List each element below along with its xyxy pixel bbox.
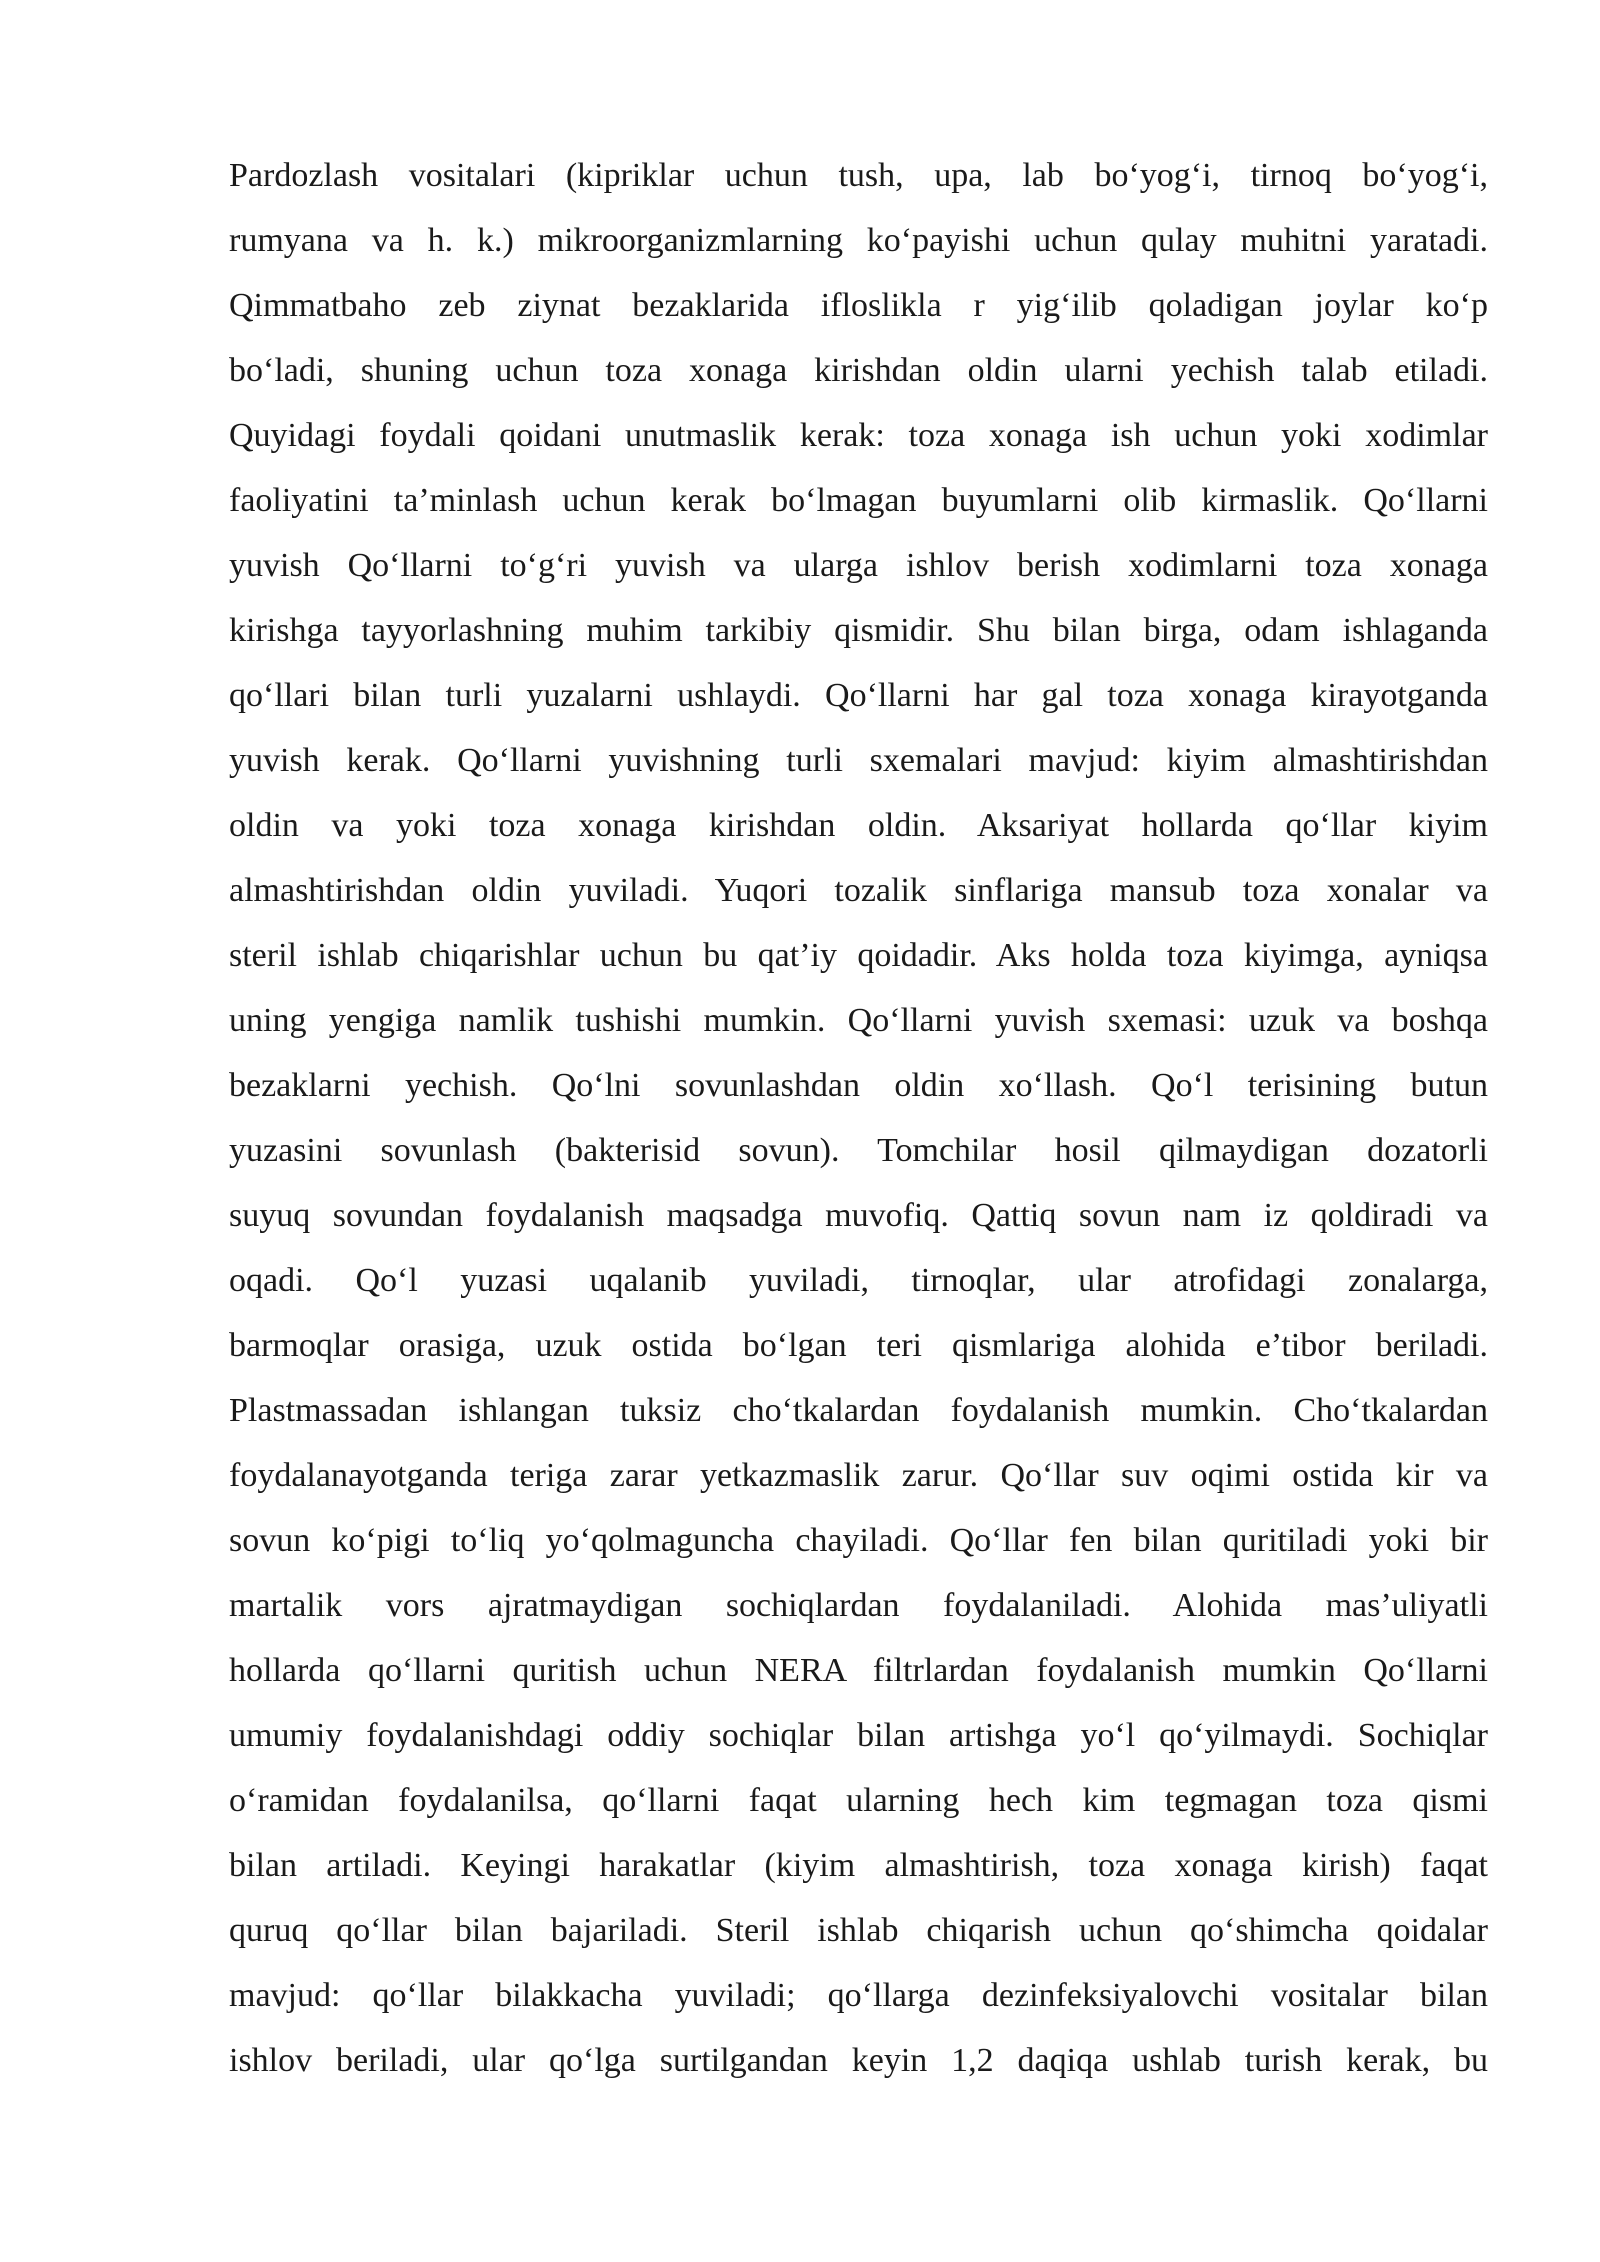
text-line: martalik vors ajratmaydigan sochiqlardan foydalaniladi. Alohida mas’uliyatli bbox=[229, 1587, 1488, 1624]
text-line: bezaklarni yechish. Qo‘lni sovunlashdan oldin xo‘llash. Qo‘l terisining butun bbox=[229, 1067, 1488, 1104]
text-line: bo‘ladi, shuning uchun toza xonaga kirishdan oldin ularni yechish talab etiladi. bbox=[229, 352, 1488, 389]
text-line: oqadi. Qo‘l yuzasi uqalanib yuviladi, tirnoqlar, ular atrofidagi zonalarga, bbox=[229, 1262, 1488, 1299]
text-line: rumyana va h. k.) mikroorganizmlarning ko‘payishi uchun qulay muhitni yaratadi. bbox=[229, 222, 1488, 259]
text-line: foydalanayotganda teriga zarar yetkazmaslik zarur. Qo‘llar suv oqimi ostida kir va bbox=[229, 1457, 1488, 1494]
text-line: kirishga tayyorlashning muhim tarkibiy qismidir. Shu bilan birga, odam ishlaganda bbox=[229, 612, 1488, 649]
text-line: bilan artiladi. Keyingi harakatlar (kiyim almashtirish, toza xonaga kirish) faqat bbox=[229, 1847, 1488, 1884]
text-line: Quyidagi foydali qoidani unutmaslik kerak: toza xonaga ish uchun yoki xodimlar bbox=[229, 417, 1488, 454]
text-line: ishlov beriladi, ular qo‘lga surtilgandan keyin 1,2 daqiqa ushlab turish kerak, bu bbox=[229, 2042, 1488, 2079]
text-line: yuzasini sovunlash (bakterisid sovun). Tomchilar hosil qilmaydigan dozatorli bbox=[229, 1132, 1488, 1169]
text-line: suyuq sovundan foydalanish maqsadga muvofiq. Qattiq sovun nam iz qoldiradi va bbox=[229, 1197, 1488, 1234]
text-line: umumiy foydalanishdagi oddiy sochiqlar bilan artishga yo‘l qo‘yilmaydi. Sochiqlar bbox=[229, 1717, 1488, 1754]
text-line: quruq qo‘llar bilan bajariladi. Steril ishlab chiqarish uchun qo‘shimcha qoidalar bbox=[229, 1912, 1488, 1949]
text-line: qo‘llari bilan turli yuzalarni ushlaydi. Qo‘llarni har gal toza xonaga kirayotganda bbox=[229, 677, 1488, 714]
text-line: mavjud: qo‘llar bilakkacha yuviladi; qo‘llarga dezinfeksiyalovchi vositalar bilan bbox=[229, 1977, 1488, 2014]
body-text bbox=[229, 152, 1488, 2102]
text-line: Qimmatbaho zeb ziynat bezaklarida ifloslikla r yig‘ilib qoladigan joylar ko‘p bbox=[229, 287, 1488, 324]
text-line: Pardozlash vositalari (kipriklar uchun tush, upa, lab bo‘yog‘i, tirnoq bo‘yog‘i, bbox=[229, 157, 1488, 194]
text-line: sovun ko‘pigi to‘liq yo‘qolmaguncha chayiladi. Qo‘llar fen bilan quritiladi yoki bir bbox=[229, 1522, 1488, 1559]
text-line: almashtirishdan oldin yuviladi. Yuqori tozalik sinflariga mansub toza xonalar va bbox=[229, 872, 1488, 909]
text-line: uning yengiga namlik tushishi mumkin. Qo‘llarni yuvish sxemasi: uzuk va boshqa bbox=[229, 1002, 1488, 1039]
text-line: Plastmassadan ishlangan tuksiz cho‘tkalardan foydalanish mumkin. Cho‘tkalardan bbox=[229, 1392, 1488, 1429]
text-line: oldin va yoki toza xonaga kirishdan oldin. Aksariyat hollarda qo‘llar kiyim bbox=[229, 807, 1488, 844]
text-line: yuvish Qo‘llarni to‘g‘ri yuvish va ularga ishlov berish xodimlarni toza xonaga bbox=[229, 547, 1488, 584]
text-line: hollarda qo‘llarni quritish uchun NERA filtrlardan foydalanish mumkin Qo‘llarni bbox=[229, 1652, 1488, 1689]
text-line: o‘ramidan foydalanilsa, qo‘llarni faqat ularning hech kim tegmagan toza qismi bbox=[229, 1782, 1488, 1819]
text-line: barmoqlar orasiga, uzuk ostida bo‘lgan teri qismlariga alohida e’tibor beriladi. bbox=[229, 1327, 1488, 1364]
text-line: faoliyatini ta’minlash uchun kerak bo‘lmagan buyumlarni olib kirmaslik. Qo‘llarni bbox=[229, 482, 1488, 519]
text-line: steril ishlab chiqarishlar uchun bu qat’iy qoidadir. Aks holda toza kiyimga, ayniqsa bbox=[229, 937, 1488, 974]
text-line: yuvish kerak. Qo‘llarni yuvishning turli sxemalari mavjud: kiyim almashtirishdan bbox=[229, 742, 1488, 779]
